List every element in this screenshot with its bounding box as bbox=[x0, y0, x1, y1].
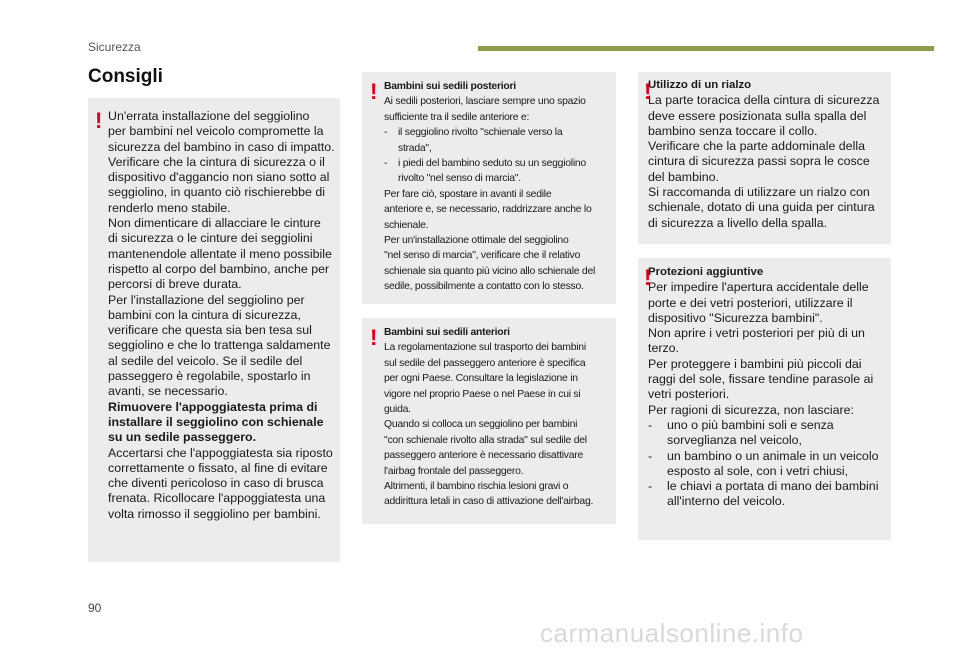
text-line: Non aprire i vetri posteriori per più di un bbox=[648, 326, 865, 341]
list-item-text bbox=[667, 479, 891, 510]
warning-box-booster bbox=[638, 72, 891, 244]
text-line: rispetto al corpo del bambino, anche per bbox=[108, 261, 330, 276]
dash-list bbox=[648, 418, 891, 510]
text-line: sufficiente tra il sedile anteriore e: bbox=[384, 111, 530, 123]
warning-text bbox=[384, 325, 616, 510]
header-rule bbox=[478, 46, 934, 51]
body-lines bbox=[384, 187, 616, 295]
text-line: passeggero è regolabile, spostarlo in bbox=[108, 369, 311, 384]
section-label: Sicurezza bbox=[88, 40, 141, 54]
text-line: La regolamentazione sul trasporto dei bambini bbox=[384, 342, 586, 354]
text-line: schienale sia quanto più vicino allo schienale del bbox=[384, 265, 596, 277]
text-line: vetri posteriori. bbox=[648, 387, 730, 402]
box-heading: Bambini sui sedili anteriori bbox=[384, 327, 510, 338]
tail-lines bbox=[108, 446, 340, 522]
text-line: esposto al sole, con i vetri chiusi, bbox=[667, 463, 849, 478]
text-line: rivolto "nel senso di marcia". bbox=[398, 173, 521, 185]
list-dash: - bbox=[648, 448, 653, 463]
text-line: percorsi di breve durata. bbox=[108, 277, 242, 292]
text-line: terzo. bbox=[648, 341, 679, 356]
warning-icon: ! bbox=[370, 325, 378, 350]
bold-instruction bbox=[108, 400, 340, 446]
list-dash: - bbox=[648, 479, 653, 494]
list-item bbox=[648, 418, 891, 449]
text-line: Per impedire l'apertura accidentale delle bbox=[648, 280, 869, 295]
warning-icon: ! bbox=[644, 265, 652, 290]
dash-list bbox=[384, 125, 616, 187]
text-line: per bambini nel veicolo compromette la bbox=[108, 124, 324, 139]
box-heading: Protezioni aggiuntive bbox=[648, 266, 764, 278]
text-line: volta rimosso il seggiolino per bambini. bbox=[108, 506, 321, 521]
text-line: "con schienale rivolto alla strada" sul sedile del bbox=[384, 434, 587, 446]
text-line: dispositivo "Sicurezza bambini". bbox=[648, 310, 823, 325]
text-line: Per ragioni di sicurezza, non lasciare: bbox=[648, 402, 854, 417]
text-line: Non dimenticare di allacciare le cinture bbox=[108, 216, 321, 231]
text-line: bambino senza toccare il collo. bbox=[648, 123, 818, 138]
text-line: il seggiolino rivolto "schienale verso la bbox=[398, 127, 563, 139]
text-line: Quando si colloca un seggiolino per bambini bbox=[384, 419, 578, 431]
text-line: di sicurezza o le cinture dei seggiolini bbox=[108, 231, 313, 246]
text-line: Ai sedili posteriori, lasciare sempre uno spazio bbox=[384, 96, 586, 108]
text-line: guida. bbox=[384, 404, 411, 416]
text-line: sul sedile del passeggero anteriore è specifica bbox=[384, 357, 586, 369]
text-line: le chiavi a portata di mano dei bambini bbox=[667, 479, 879, 494]
warning-box-installation bbox=[88, 98, 340, 562]
text-line: l'airbag frontale del passeggero. bbox=[384, 465, 524, 477]
text-line: Altrimenti, il bambino rischia lesioni gravi o bbox=[384, 481, 569, 493]
page-title: Consigli bbox=[88, 66, 163, 87]
list-item bbox=[648, 449, 891, 480]
warning-text bbox=[648, 265, 891, 510]
list-item bbox=[648, 479, 891, 510]
intro-lines bbox=[108, 109, 340, 400]
list-dash: - bbox=[648, 417, 653, 432]
text-line: Per fare ciò, spostare in avanti il sedile bbox=[384, 188, 552, 200]
box-heading: Bambini sui sedili posteriori bbox=[384, 81, 516, 92]
list-dash: - bbox=[384, 127, 388, 139]
text-line: mantenendole allentate il meno possibile bbox=[108, 246, 332, 261]
text-line: La parte toracica della cintura di sicurezza bbox=[648, 93, 880, 108]
text-line: per ogni Paese. Consultare la legislazione in bbox=[384, 373, 578, 385]
list-item-text bbox=[398, 156, 616, 187]
text-line: schienale, dotato di una guida per cintura bbox=[648, 200, 875, 215]
list-item bbox=[384, 156, 616, 187]
text-line: su un sedile passeggero. bbox=[108, 430, 257, 445]
text-line: sedile, possibilmente a contatto con lo stesso. bbox=[384, 281, 584, 293]
text-line: raggi del sole, fissare tendine parasole ai bbox=[648, 372, 874, 387]
warning-icon: ! bbox=[370, 79, 378, 104]
warning-icon: ! bbox=[644, 79, 652, 104]
warning-box-front-seats bbox=[362, 318, 616, 524]
text-line: anteriore e, se necessario, raddrizzare anche lo bbox=[384, 204, 592, 216]
text-line: Per l'installazione del seggiolino per bbox=[108, 292, 305, 307]
text-line: Per proteggere i bambini più piccoli dai bbox=[648, 356, 862, 371]
box-heading: Utilizzo di un rialzo bbox=[648, 79, 752, 91]
list-item bbox=[384, 125, 616, 156]
text-line: porte e dei vetri posteriori, utilizzare il bbox=[648, 295, 853, 310]
text-line: Per un'installazione ottimale del seggiolino bbox=[384, 235, 569, 247]
text-line: addirittura letali in caso di attivazione dell'airbag. bbox=[384, 496, 594, 508]
text-line: dispositivo d'aggancio non siano sotto al bbox=[108, 170, 330, 185]
text-line: seggiolino e che lo trattenga saldamente bbox=[108, 338, 331, 353]
text-line: deve essere posizionata sulla spalla del bbox=[648, 108, 867, 123]
text-line: frenata. Ricollocare l'appoggiatesta una bbox=[108, 491, 326, 506]
text-line: correttamente o fissato, al fine di evitare bbox=[108, 460, 328, 475]
text-line: strada", bbox=[398, 142, 432, 154]
text-line: passeggero anteriore è necessario disattivare bbox=[384, 450, 583, 462]
text-line: i piedi del bambino seduto su un seggiolino bbox=[398, 158, 586, 170]
text-line: schienale. bbox=[384, 219, 429, 231]
text-line: Un'errata installazione del seggiolino bbox=[108, 109, 310, 123]
list-item-text bbox=[398, 125, 616, 156]
body-lines bbox=[648, 280, 891, 418]
body-lines bbox=[384, 340, 616, 509]
text-line: sorveglianza nel veicolo, bbox=[667, 433, 802, 448]
watermark: carmanualsonline.info bbox=[540, 618, 804, 648]
text-line: all'interno del veicolo. bbox=[667, 494, 786, 509]
warning-text bbox=[108, 109, 340, 522]
text-line: Accertarsi che l'appoggiatesta sia riposto bbox=[108, 445, 333, 460]
warning-text bbox=[384, 79, 616, 295]
text-line: al sedile del veicolo. Se il sedile del bbox=[108, 353, 303, 368]
text-line: avanti, se necessario. bbox=[108, 384, 228, 399]
text-line: renderlo meno stabile. bbox=[108, 200, 231, 215]
text-line: di sicurezza a livello della spalla. bbox=[648, 215, 828, 230]
list-dash: - bbox=[384, 158, 388, 170]
list-item-text bbox=[667, 418, 891, 449]
text-line: cintura di sicurezza passi sopra le cosce bbox=[648, 154, 870, 169]
text-line: uno o più bambini soli e senza bbox=[667, 417, 834, 432]
text-line: un bambino o un animale in un veicolo bbox=[667, 448, 879, 463]
text-line: Verificare che la cintura di sicurezza o il bbox=[108, 154, 325, 169]
text-line: sicurezza del bambino in caso di impatto. bbox=[108, 139, 335, 154]
warning-box-rear-seats bbox=[362, 72, 616, 304]
page-number: 90 bbox=[88, 601, 102, 615]
text-line: verificare che questa sia ben tesa sul bbox=[108, 323, 312, 338]
body-lines bbox=[648, 93, 891, 231]
warning-text bbox=[648, 78, 891, 231]
text-line: "nel senso di marcia", verificare che il relativo bbox=[384, 250, 581, 262]
intro-lines bbox=[384, 94, 616, 125]
text-line: Rimuovere l'appoggiatesta prima di bbox=[108, 399, 318, 414]
text-line: seggiolino, in quanto ciò rischierebbe di bbox=[108, 185, 325, 200]
warning-box-extra-protection bbox=[638, 258, 891, 540]
text-line: installare il seggiolino con schienale bbox=[108, 414, 324, 429]
text-line: del bambino. bbox=[648, 169, 719, 184]
text-line: Si raccomanda di utilizzare un rialzo con bbox=[648, 185, 870, 200]
list-item-text bbox=[667, 449, 891, 480]
text-line: che diventi pericoloso in caso di brusca bbox=[108, 476, 324, 491]
text-line: bambini con la cintura di sicurezza, bbox=[108, 307, 301, 322]
text-line: vigore nel proprio Paese o nel Paese in cui si bbox=[384, 388, 581, 400]
warning-icon: ! bbox=[95, 108, 103, 133]
text-line: Verificare che la parte addominale della bbox=[648, 139, 865, 154]
